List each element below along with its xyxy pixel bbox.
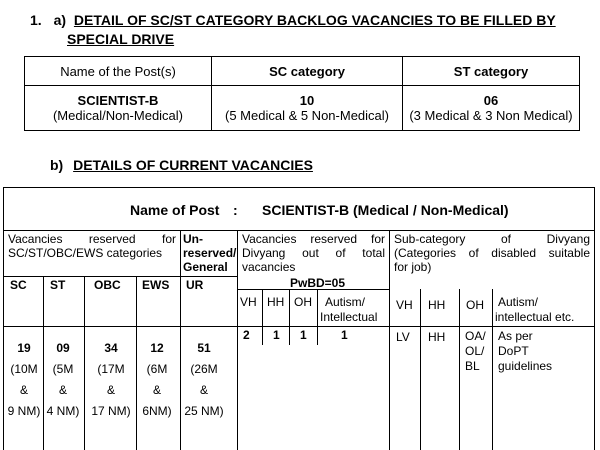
subcat-autism-line1: Autism/ [498,295,539,309]
section-a-title-line2: SPECIAL DRIVE [67,31,175,47]
reserved-header-line1: Vacancies reserved for [8,232,176,246]
st-line2: & [58,383,67,397]
table-header-row [25,57,580,86]
section-b-label: b) [50,157,64,173]
divyang-oh-value: 1 [300,328,307,342]
sc-cell [212,86,403,131]
subcat-autism-value-line1: As per [498,329,533,343]
divyang-header-line2: Divyang out of total [242,246,385,260]
ur-line2: & [199,383,208,397]
section-number: 1. [30,12,42,28]
obc-line3: 17 NM) [91,404,131,418]
ews-line2: & [152,383,161,397]
ur-line1: (26M [190,362,218,376]
subcat-hh-value: HH [428,330,446,344]
sc-line2: & [19,383,28,397]
divyang-vh: VH [240,295,257,309]
category-obc: OBC [94,278,121,292]
sc-value: 19 [17,341,31,355]
obc-line1: (17M [97,362,125,376]
section-a-label: a) [53,12,67,28]
section-b-heading [50,157,313,173]
ur-column [181,338,227,422]
obc-column [88,338,134,422]
subcat-header-line1: Sub-category of Divyang [394,232,590,246]
section-b-title: DETAILS OF CURRENT VACANCIES [73,157,313,173]
sc-count: 10 [299,93,315,108]
subcat-oh: OH [466,298,484,312]
subcat-oh-line1: OA/ [465,329,486,343]
post-colon: : [233,202,238,218]
subcat-autism-line2: intellectual etc. [495,310,575,324]
divyang-autism-line2: Intellectual [320,310,378,324]
divyang-vh-value: 2 [243,328,250,342]
section-a-heading [30,12,556,28]
st-line3: 4 NM) [46,404,80,418]
subcat-header-line3: for job) [394,260,432,274]
table-row [25,86,580,131]
sc-detail: (5 Medical & 5 Non-Medical) [224,108,389,123]
ews-line3: 6NM) [142,404,172,418]
header-sc-category: SC category [212,57,403,86]
ur-line3: 25 NM) [184,404,224,418]
subcat-oh-line2: OL/ [465,344,485,358]
divyang-hh: HH [267,295,285,309]
subcat-oh-value [465,329,486,374]
unreserved-line1: Un- [183,232,203,246]
st-line1: (5M [52,362,74,376]
divyang-oh: OH [294,295,312,309]
category-sc: SC [10,278,27,292]
category-ur: UR [186,278,204,292]
divyang-hh-value: 1 [273,328,280,342]
section-a-title-line1: DETAIL OF SC/ST CATEGORY BACKLOG VACANCIES TO BE FILLED BY [73,12,556,28]
category-ews: EWS [142,278,170,292]
subcat-autism-value [498,329,552,374]
st-detail: (3 Medical & 3 Non Medical) [409,108,573,123]
divyang-autism-line1: Autism/ [325,295,366,309]
backlog-vacancies-table [24,56,580,131]
ur-value: 51 [197,341,211,355]
ews-line1: (6M [146,362,168,376]
st-count: 06 [483,93,499,108]
pwbd-total: PwBD=05 [290,276,346,290]
post-name-cell [25,86,212,131]
obc-line2: & [106,383,115,397]
subcat-autism-value-line3: guidelines [498,359,553,373]
header-post-name: Name of the Post(s) [25,57,212,86]
obc-value: 34 [104,341,118,355]
st-column [44,338,82,422]
sc-line3: 9 NM) [7,404,41,418]
subcat-autism-value-line2: DoPT [498,344,529,358]
subcat-hh: HH [428,298,446,312]
divyang-header-line1: Vacancies reserved for [242,232,385,246]
unreserved-line2: reserved/ [183,246,237,260]
post-label: Name of Post [130,202,220,218]
post-value: SCIENTIST-B (Medical / Non-Medical) [262,202,509,218]
unreserved-line3: General [183,260,228,274]
divyang-header-line3: vacancies [242,260,296,274]
sc-column [5,338,43,422]
subcat-header-line2: (Categories of disabled suitable [394,246,590,260]
ews-column [137,338,177,422]
reserved-header-line2: SC/ST/OBC/EWS categories [8,246,163,260]
subcat-vh-value: LV [396,330,410,344]
category-st: ST [50,278,66,292]
post-subtitle: (Medical/Non-Medical) [52,108,184,123]
subcat-oh-line3: BL [465,359,480,373]
divyang-autism-value: 1 [341,328,348,342]
st-cell [403,86,580,131]
ews-value: 12 [150,341,164,355]
st-value: 09 [56,341,70,355]
post-name: SCIENTIST-B [77,93,159,108]
header-st-category: ST category [403,57,580,86]
sc-line1: (10M [10,362,38,376]
subcat-vh: VH [396,298,413,312]
